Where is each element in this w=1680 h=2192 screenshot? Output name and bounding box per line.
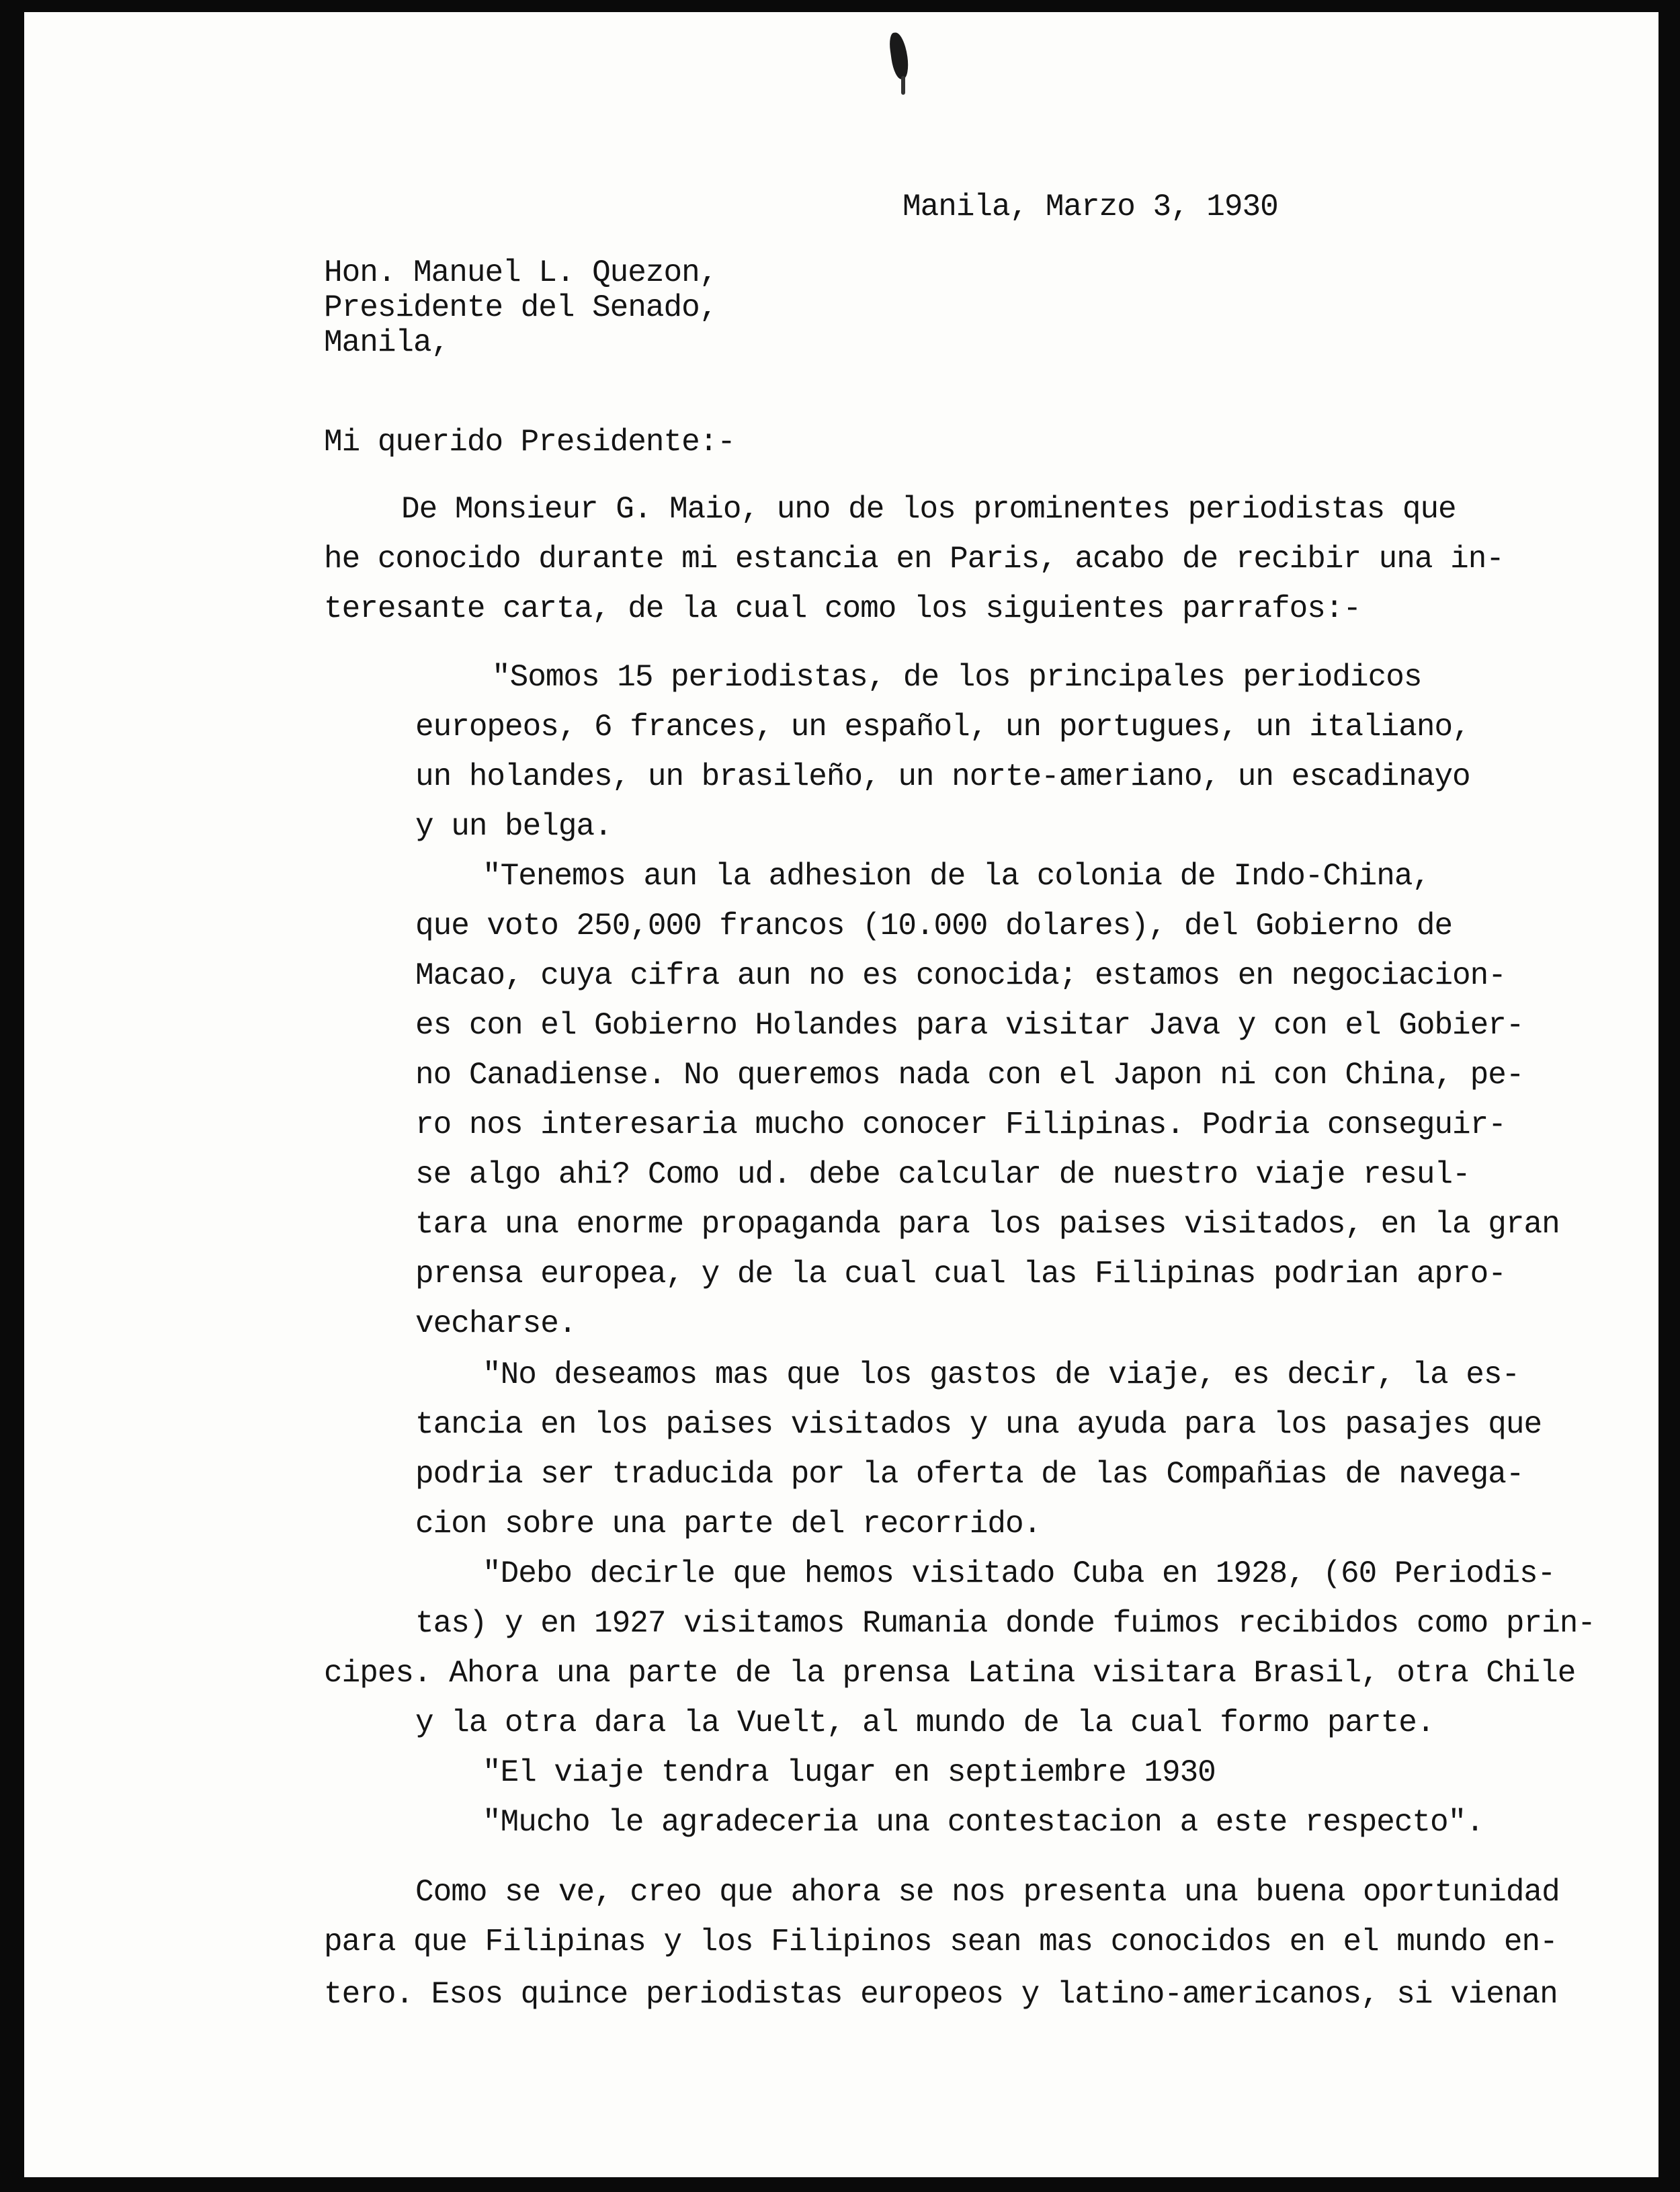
quote-1-line: europeos, 6 frances, un español, un portugues, un italiano,: [415, 710, 1470, 745]
intro-line: teresante carta, de la cual como los siguientes parrafos:-: [324, 591, 1361, 626]
closing-line: para que Filipinas y los Filipinos sean mas conocidos en el mundo en-: [324, 1925, 1558, 1959]
quote-4-line: y la otra dara la Vuelt, al mundo de la cual formo parte.: [415, 1705, 1435, 1740]
date-line: Manila, Marzo 3, 1930: [902, 189, 1278, 224]
addressee-city: Manila,: [324, 325, 450, 360]
letter-page: [24, 12, 1658, 2177]
ink-blot: [888, 32, 911, 81]
quote-3-line: tancia en los paises visitados y una ayuda para los pasajes que: [415, 1407, 1542, 1442]
addressee-name: Hon. Manuel L. Quezon,: [324, 255, 718, 290]
quote-2-line: ro nos interesaria mucho conocer Filipinas. Podria conseguir-: [415, 1107, 1506, 1142]
quote-2-line: que voto 250,000 francos (10.000 dolares), del Gobierno de: [415, 909, 1453, 943]
quote-3-line: cion sobre una parte del recorrido.: [415, 1507, 1042, 1542]
quote-2-line: vecharse.: [415, 1306, 577, 1341]
quote-1-line: "Somos 15 periodistas, de los principales periodicos: [492, 660, 1422, 695]
quote-2-line: tara una enorme propaganda para los paises visitados, en la gran: [415, 1207, 1560, 1242]
intro-line: De Monsieur G. Maio, uno de los prominentes periodistas que: [401, 492, 1456, 527]
quote-4-line: tas) y en 1927 visitamos Rumania donde fuimos recibidos como prin-: [415, 1606, 1595, 1641]
closing-line: tero. Esos quince periodistas europeos y latino-americanos, si vienan: [324, 1977, 1558, 2012]
quote-4-line: cipes. Ahora una parte de la prensa Latina visitara Brasil, otra Chile: [324, 1656, 1576, 1691]
salutation: Mi querido Presidente:-: [324, 425, 735, 460]
quote-2-line: Macao, cuya cifra aun no es conocida; estamos en negociacion-: [415, 958, 1506, 993]
quote-2-line: se algo ahi? Como ud. debe calcular de nuestro viaje resul-: [415, 1157, 1470, 1192]
quote-3-line: podria ser traducida por la oferta de las Compañias de navega-: [415, 1457, 1524, 1492]
quote-2-line: no Canadiense. No queremos nada con el Japon ni con China, pe-: [415, 1058, 1524, 1093]
ink-drip: [901, 76, 905, 95]
quote-2-line: es con el Gobierno Holandes para visitar Java y con el Gobier-: [415, 1008, 1524, 1043]
quote-2-line: prensa europea, y de la cual cual las Filipinas podrian apro-: [415, 1257, 1506, 1292]
quote-2-line: "Tenemos aun la adhesion de la colonia de Indo-China,: [482, 859, 1431, 894]
quote-6-line: "Mucho le agradeceria una contestacion a este respecto".: [482, 1805, 1484, 1840]
quote-1-line: y un belga.: [415, 809, 612, 844]
quote-4-line: "Debo decirle que hemos visitado Cuba en 1928, (60 Periodis-: [482, 1556, 1556, 1591]
addressee-title: Presidente del Senado,: [324, 290, 718, 325]
quote-5-line: "El viaje tendra lugar en septiembre 1930: [482, 1755, 1216, 1790]
quote-3-line: "No deseamos mas que los gastos de viaje, es decir, la es-: [482, 1357, 1520, 1392]
quote-1-line: un holandes, un brasileño, un norte-ameriano, un escadinayo: [415, 759, 1470, 794]
closing-line: Como se ve, creo que ahora se nos presenta una buena oportunidad: [415, 1875, 1560, 1910]
intro-line: he conocido durante mi estancia en Paris, acabo de recibir una in-: [324, 542, 1504, 577]
